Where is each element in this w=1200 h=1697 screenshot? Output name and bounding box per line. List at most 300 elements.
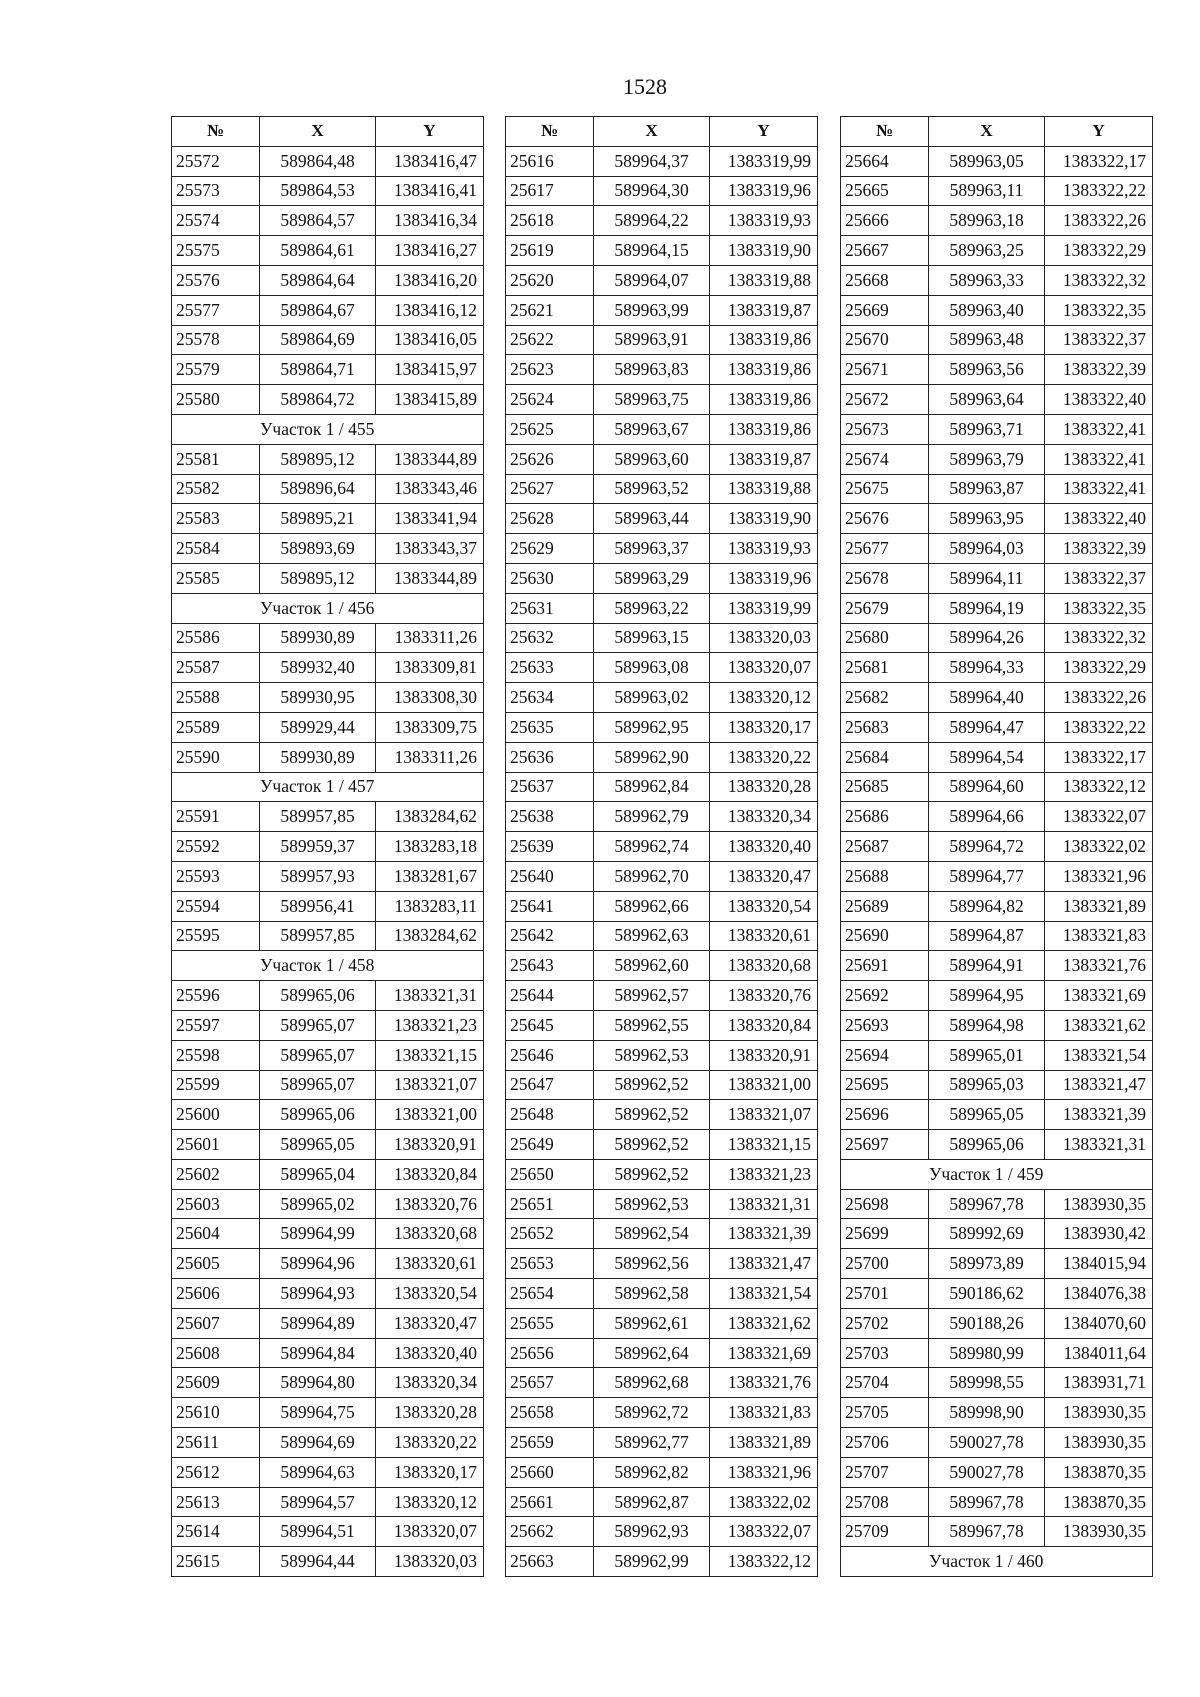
x-coordinate: 589964,57 xyxy=(260,1487,376,1517)
table-row xyxy=(172,1159,484,1189)
table-row xyxy=(841,1368,1153,1398)
table-row xyxy=(506,1130,818,1160)
y-coordinate: 1383870,35 xyxy=(1045,1487,1153,1517)
point-number: 25650 xyxy=(506,1159,594,1189)
table-row xyxy=(841,832,1153,862)
point-number: 25656 xyxy=(506,1338,594,1368)
point-number: 25707 xyxy=(841,1457,929,1487)
y-coordinate: 1383321,89 xyxy=(710,1428,818,1458)
point-number: 25633 xyxy=(506,653,594,683)
table-row xyxy=(841,563,1153,593)
table-row xyxy=(841,414,1153,444)
x-coordinate: 589963,15 xyxy=(594,623,710,653)
x-coordinate: 589963,52 xyxy=(594,474,710,504)
x-coordinate: 589964,72 xyxy=(929,832,1045,862)
x-coordinate: 589962,52 xyxy=(594,1100,710,1130)
point-number: 25680 xyxy=(841,623,929,653)
table-row xyxy=(172,1338,484,1368)
table-row xyxy=(506,1040,818,1070)
y-coordinate: 1383309,75 xyxy=(376,712,484,742)
x-coordinate: 589893,69 xyxy=(260,534,376,564)
y-coordinate: 1383320,91 xyxy=(376,1130,484,1160)
coordinates-table-2 xyxy=(505,116,818,1577)
table-row xyxy=(841,1130,1153,1160)
point-number: 25693 xyxy=(841,1010,929,1040)
x-coordinate: 589964,03 xyxy=(929,534,1045,564)
point-number: 25573 xyxy=(172,176,260,206)
x-coordinate: 589964,84 xyxy=(260,1338,376,1368)
y-coordinate: 1383321,76 xyxy=(1045,951,1153,981)
y-coordinate: 1383319,86 xyxy=(710,385,818,415)
point-number: 25666 xyxy=(841,206,929,236)
x-coordinate: 589963,75 xyxy=(594,385,710,415)
point-number: 25697 xyxy=(841,1130,929,1160)
table-row xyxy=(841,742,1153,772)
table-row xyxy=(172,1308,484,1338)
y-coordinate: 1383322,32 xyxy=(1045,623,1153,653)
point-number: 25665 xyxy=(841,176,929,206)
y-coordinate: 1383319,99 xyxy=(710,146,818,176)
x-coordinate: 589963,08 xyxy=(594,653,710,683)
y-coordinate: 1383322,41 xyxy=(1045,444,1153,474)
point-number: 25612 xyxy=(172,1457,260,1487)
y-coordinate: 1383321,07 xyxy=(710,1100,818,1130)
header-x: X xyxy=(594,117,710,147)
header-row xyxy=(172,117,484,147)
y-coordinate: 1383319,93 xyxy=(710,534,818,564)
table-row xyxy=(172,832,484,862)
table-row xyxy=(841,891,1153,921)
y-coordinate: 1383320,40 xyxy=(710,832,818,862)
x-coordinate: 589964,77 xyxy=(929,861,1045,891)
point-number: 25585 xyxy=(172,563,260,593)
table-row xyxy=(172,1189,484,1219)
y-coordinate: 1383284,62 xyxy=(376,802,484,832)
y-coordinate: 1383322,12 xyxy=(710,1547,818,1577)
point-number: 25674 xyxy=(841,444,929,474)
y-coordinate: 1383319,93 xyxy=(710,206,818,236)
y-coordinate: 1383415,97 xyxy=(376,355,484,385)
table-row xyxy=(841,1398,1153,1428)
section-label: Участок 1 / 457 xyxy=(172,772,484,802)
table-row xyxy=(172,295,484,325)
point-number: 25662 xyxy=(506,1517,594,1547)
point-number: 25639 xyxy=(506,832,594,862)
point-number: 25637 xyxy=(506,772,594,802)
table-row xyxy=(506,1517,818,1547)
x-coordinate: 589963,64 xyxy=(929,385,1045,415)
y-coordinate: 1383322,40 xyxy=(1045,385,1153,415)
x-coordinate: 589962,55 xyxy=(594,1010,710,1040)
x-coordinate: 589963,95 xyxy=(929,504,1045,534)
y-coordinate: 1383320,54 xyxy=(710,891,818,921)
x-coordinate: 589965,06 xyxy=(260,1100,376,1130)
y-coordinate: 1383320,03 xyxy=(376,1547,484,1577)
x-coordinate: 589895,21 xyxy=(260,504,376,534)
point-number: 25682 xyxy=(841,683,929,713)
y-coordinate: 1383322,22 xyxy=(1045,712,1153,742)
table-row xyxy=(506,1249,818,1279)
y-coordinate: 1383322,12 xyxy=(1045,772,1153,802)
x-coordinate: 590027,78 xyxy=(929,1457,1045,1487)
x-coordinate: 589962,90 xyxy=(594,742,710,772)
point-number: 25621 xyxy=(506,295,594,325)
table-row xyxy=(841,1487,1153,1517)
y-coordinate: 1383322,17 xyxy=(1045,146,1153,176)
table-row xyxy=(506,474,818,504)
y-coordinate: 1383341,94 xyxy=(376,504,484,534)
point-number: 25658 xyxy=(506,1398,594,1428)
point-number: 25616 xyxy=(506,146,594,176)
x-coordinate: 589932,40 xyxy=(260,653,376,683)
x-coordinate: 589962,93 xyxy=(594,1517,710,1547)
table-row xyxy=(841,1010,1153,1040)
y-coordinate: 1383322,40 xyxy=(1045,504,1153,534)
table-row xyxy=(172,1070,484,1100)
point-number: 25589 xyxy=(172,712,260,742)
x-coordinate: 589963,67 xyxy=(594,414,710,444)
table-row xyxy=(172,1368,484,1398)
table-row xyxy=(172,1487,484,1517)
table-row xyxy=(506,1308,818,1338)
y-coordinate: 1383320,07 xyxy=(710,653,818,683)
x-coordinate: 589973,89 xyxy=(929,1249,1045,1279)
x-coordinate: 589895,12 xyxy=(260,563,376,593)
y-coordinate: 1383321,96 xyxy=(1045,861,1153,891)
x-coordinate: 589965,04 xyxy=(260,1159,376,1189)
x-coordinate: 589965,03 xyxy=(929,1070,1045,1100)
point-number: 25683 xyxy=(841,712,929,742)
x-coordinate: 589963,18 xyxy=(929,206,1045,236)
y-coordinate: 1383319,90 xyxy=(710,236,818,266)
point-number: 25691 xyxy=(841,951,929,981)
y-coordinate: 1383416,34 xyxy=(376,206,484,236)
y-coordinate: 1383320,47 xyxy=(710,861,818,891)
y-coordinate: 1383322,29 xyxy=(1045,236,1153,266)
y-coordinate: 1383320,34 xyxy=(710,802,818,832)
table-row xyxy=(172,206,484,236)
y-coordinate: 1383319,86 xyxy=(710,355,818,385)
y-coordinate: 1383320,17 xyxy=(376,1457,484,1487)
x-coordinate: 589964,54 xyxy=(929,742,1045,772)
y-coordinate: 1383344,89 xyxy=(376,444,484,474)
x-coordinate: 589962,52 xyxy=(594,1130,710,1160)
y-coordinate: 1383930,42 xyxy=(1045,1219,1153,1249)
x-coordinate: 589964,93 xyxy=(260,1279,376,1309)
y-coordinate: 1383322,39 xyxy=(1045,534,1153,564)
y-coordinate: 1383319,87 xyxy=(710,295,818,325)
point-number: 25646 xyxy=(506,1040,594,1070)
y-coordinate: 1383416,47 xyxy=(376,146,484,176)
y-coordinate: 1383319,96 xyxy=(710,563,818,593)
x-coordinate: 589963,44 xyxy=(594,504,710,534)
point-number: 25638 xyxy=(506,802,594,832)
point-number: 25659 xyxy=(506,1428,594,1458)
y-coordinate: 1383322,41 xyxy=(1045,474,1153,504)
x-coordinate: 589864,53 xyxy=(260,176,376,206)
table-row xyxy=(841,1279,1153,1309)
y-coordinate: 1383321,69 xyxy=(1045,981,1153,1011)
x-coordinate: 589964,11 xyxy=(929,563,1045,593)
point-number: 25694 xyxy=(841,1040,929,1070)
point-number: 25593 xyxy=(172,861,260,891)
point-number: 25703 xyxy=(841,1338,929,1368)
y-coordinate: 1383320,68 xyxy=(376,1219,484,1249)
table-row xyxy=(841,1040,1153,1070)
y-coordinate: 1383320,76 xyxy=(710,981,818,1011)
table-row xyxy=(172,653,484,683)
y-coordinate: 1383322,37 xyxy=(1045,563,1153,593)
y-coordinate: 1383320,17 xyxy=(710,712,818,742)
y-coordinate: 1383930,35 xyxy=(1045,1517,1153,1547)
point-number: 25629 xyxy=(506,534,594,564)
x-coordinate: 589964,63 xyxy=(260,1457,376,1487)
y-coordinate: 1383416,20 xyxy=(376,265,484,295)
table-row xyxy=(841,1070,1153,1100)
y-coordinate: 1383283,18 xyxy=(376,832,484,862)
x-coordinate: 589963,60 xyxy=(594,444,710,474)
point-number: 25640 xyxy=(506,861,594,891)
table-row xyxy=(506,1457,818,1487)
header-number: № xyxy=(506,117,594,147)
table-row xyxy=(506,1070,818,1100)
y-coordinate: 1383319,87 xyxy=(710,444,818,474)
x-coordinate: 589930,89 xyxy=(260,742,376,772)
table-row xyxy=(506,772,818,802)
table-row xyxy=(841,712,1153,742)
point-number: 25641 xyxy=(506,891,594,921)
point-number: 25605 xyxy=(172,1249,260,1279)
point-number: 25698 xyxy=(841,1189,929,1219)
x-coordinate: 589965,07 xyxy=(260,1010,376,1040)
x-coordinate: 589864,67 xyxy=(260,295,376,325)
table-row xyxy=(172,1279,484,1309)
table-row xyxy=(506,802,818,832)
x-coordinate: 589962,60 xyxy=(594,951,710,981)
point-number: 25651 xyxy=(506,1189,594,1219)
table-row xyxy=(506,712,818,742)
table-row xyxy=(841,1189,1153,1219)
table-row xyxy=(172,236,484,266)
point-number: 25670 xyxy=(841,325,929,355)
x-coordinate: 589964,75 xyxy=(260,1398,376,1428)
table-row xyxy=(841,265,1153,295)
table-row xyxy=(506,504,818,534)
table-row xyxy=(841,683,1153,713)
table-row xyxy=(506,236,818,266)
y-coordinate: 1383321,69 xyxy=(710,1338,818,1368)
table-row xyxy=(841,981,1153,1011)
x-coordinate: 589962,77 xyxy=(594,1428,710,1458)
y-coordinate: 1383320,76 xyxy=(376,1189,484,1219)
y-coordinate: 1383322,32 xyxy=(1045,265,1153,295)
y-coordinate: 1383322,17 xyxy=(1045,742,1153,772)
section-row xyxy=(841,1547,1153,1577)
point-number: 25583 xyxy=(172,504,260,534)
point-number: 25596 xyxy=(172,981,260,1011)
table-row xyxy=(841,861,1153,891)
table-row xyxy=(841,474,1153,504)
point-number: 25606 xyxy=(172,1279,260,1309)
point-number: 25575 xyxy=(172,236,260,266)
x-coordinate: 590186,62 xyxy=(929,1279,1045,1309)
point-number: 25655 xyxy=(506,1308,594,1338)
point-number: 25672 xyxy=(841,385,929,415)
x-coordinate: 589962,54 xyxy=(594,1219,710,1249)
y-coordinate: 1383870,35 xyxy=(1045,1457,1153,1487)
point-number: 25572 xyxy=(172,146,260,176)
y-coordinate: 1383343,37 xyxy=(376,534,484,564)
point-number: 25679 xyxy=(841,593,929,623)
x-coordinate: 589962,99 xyxy=(594,1547,710,1577)
coordinates-table-1 xyxy=(171,116,484,1577)
y-coordinate: 1383320,12 xyxy=(710,683,818,713)
point-number: 25590 xyxy=(172,742,260,772)
x-coordinate: 589964,96 xyxy=(260,1249,376,1279)
point-number: 25632 xyxy=(506,623,594,653)
table-row xyxy=(172,1040,484,1070)
y-coordinate: 1383319,99 xyxy=(710,593,818,623)
y-coordinate: 1383281,67 xyxy=(376,861,484,891)
x-coordinate: 589864,72 xyxy=(260,385,376,415)
x-coordinate: 589965,05 xyxy=(929,1100,1045,1130)
y-coordinate: 1383321,39 xyxy=(710,1219,818,1249)
y-coordinate: 1383320,47 xyxy=(376,1308,484,1338)
point-number: 25685 xyxy=(841,772,929,802)
x-coordinate: 589957,93 xyxy=(260,861,376,891)
y-coordinate: 1383930,35 xyxy=(1045,1398,1153,1428)
y-coordinate: 1383321,15 xyxy=(376,1040,484,1070)
point-number: 25636 xyxy=(506,742,594,772)
point-number: 25617 xyxy=(506,176,594,206)
point-number: 25592 xyxy=(172,832,260,862)
x-coordinate: 589967,78 xyxy=(929,1487,1045,1517)
x-coordinate: 589964,26 xyxy=(929,623,1045,653)
y-coordinate: 1384076,38 xyxy=(1045,1279,1153,1309)
table-row xyxy=(506,534,818,564)
y-coordinate: 1383416,12 xyxy=(376,295,484,325)
point-number: 25598 xyxy=(172,1040,260,1070)
point-number: 25668 xyxy=(841,265,929,295)
x-coordinate: 589964,69 xyxy=(260,1428,376,1458)
point-number: 25582 xyxy=(172,474,260,504)
point-number: 25676 xyxy=(841,504,929,534)
y-coordinate: 1383321,31 xyxy=(710,1189,818,1219)
x-coordinate: 589967,78 xyxy=(929,1189,1045,1219)
y-coordinate: 1383321,00 xyxy=(710,1070,818,1100)
x-coordinate: 589998,55 xyxy=(929,1368,1045,1398)
x-coordinate: 589963,71 xyxy=(929,414,1045,444)
table-row xyxy=(172,1428,484,1458)
table-row xyxy=(172,891,484,921)
header-y: Y xyxy=(376,117,484,147)
x-coordinate: 589962,87 xyxy=(594,1487,710,1517)
y-coordinate: 1383321,39 xyxy=(1045,1100,1153,1130)
table-row xyxy=(506,981,818,1011)
x-coordinate: 589992,69 xyxy=(929,1219,1045,1249)
y-coordinate: 1383416,41 xyxy=(376,176,484,206)
table-row xyxy=(172,563,484,593)
y-coordinate: 1383321,31 xyxy=(376,981,484,1011)
table-row xyxy=(172,355,484,385)
x-coordinate: 589963,37 xyxy=(594,534,710,564)
x-coordinate: 589963,33 xyxy=(929,265,1045,295)
table-row xyxy=(506,1279,818,1309)
point-number: 25609 xyxy=(172,1368,260,1398)
point-number: 25601 xyxy=(172,1130,260,1160)
point-number: 25709 xyxy=(841,1517,929,1547)
point-number: 25652 xyxy=(506,1219,594,1249)
y-coordinate: 1383320,61 xyxy=(376,1249,484,1279)
y-coordinate: 1383321,47 xyxy=(1045,1070,1153,1100)
point-number: 25635 xyxy=(506,712,594,742)
x-coordinate: 589964,91 xyxy=(929,951,1045,981)
point-number: 25584 xyxy=(172,534,260,564)
y-coordinate: 1383321,83 xyxy=(710,1398,818,1428)
point-number: 25678 xyxy=(841,563,929,593)
y-coordinate: 1384011,64 xyxy=(1045,1338,1153,1368)
x-coordinate: 589962,68 xyxy=(594,1368,710,1398)
x-coordinate: 589964,47 xyxy=(929,712,1045,742)
y-coordinate: 1383322,02 xyxy=(710,1487,818,1517)
y-coordinate: 1383321,54 xyxy=(710,1279,818,1309)
point-number: 25675 xyxy=(841,474,929,504)
x-coordinate: 589963,40 xyxy=(929,295,1045,325)
x-coordinate: 589896,64 xyxy=(260,474,376,504)
point-number: 25669 xyxy=(841,295,929,325)
x-coordinate: 589930,95 xyxy=(260,683,376,713)
x-coordinate: 589965,07 xyxy=(260,1070,376,1100)
page-number: 1528 xyxy=(623,74,667,99)
table-row xyxy=(841,146,1153,176)
table-row xyxy=(841,325,1153,355)
x-coordinate: 589962,84 xyxy=(594,772,710,802)
point-number: 25618 xyxy=(506,206,594,236)
coordinates-table-3 xyxy=(840,116,1153,1577)
table-row xyxy=(172,1517,484,1547)
x-coordinate: 589895,12 xyxy=(260,444,376,474)
x-coordinate: 589930,89 xyxy=(260,623,376,653)
x-coordinate: 589962,64 xyxy=(594,1338,710,1368)
table-row xyxy=(506,265,818,295)
table-row xyxy=(172,1010,484,1040)
point-number: 25628 xyxy=(506,504,594,534)
y-coordinate: 1383322,22 xyxy=(1045,176,1153,206)
y-coordinate: 1383321,23 xyxy=(376,1010,484,1040)
point-number: 25690 xyxy=(841,921,929,951)
table-row xyxy=(172,623,484,653)
x-coordinate: 589964,66 xyxy=(929,802,1045,832)
y-coordinate: 1383930,35 xyxy=(1045,1428,1153,1458)
x-coordinate: 589959,37 xyxy=(260,832,376,862)
point-number: 25660 xyxy=(506,1457,594,1487)
x-coordinate: 589964,82 xyxy=(929,891,1045,921)
table-row xyxy=(841,504,1153,534)
x-coordinate: 589963,79 xyxy=(929,444,1045,474)
table-row xyxy=(172,802,484,832)
y-coordinate: 1383321,07 xyxy=(376,1070,484,1100)
section-row xyxy=(172,951,484,981)
x-coordinate: 589962,53 xyxy=(594,1040,710,1070)
point-number: 25689 xyxy=(841,891,929,921)
table-row xyxy=(841,176,1153,206)
x-coordinate: 589864,71 xyxy=(260,355,376,385)
x-coordinate: 589962,58 xyxy=(594,1279,710,1309)
point-number: 25623 xyxy=(506,355,594,385)
table-row xyxy=(841,385,1153,415)
section-row xyxy=(172,593,484,623)
y-coordinate: 1383319,86 xyxy=(710,414,818,444)
